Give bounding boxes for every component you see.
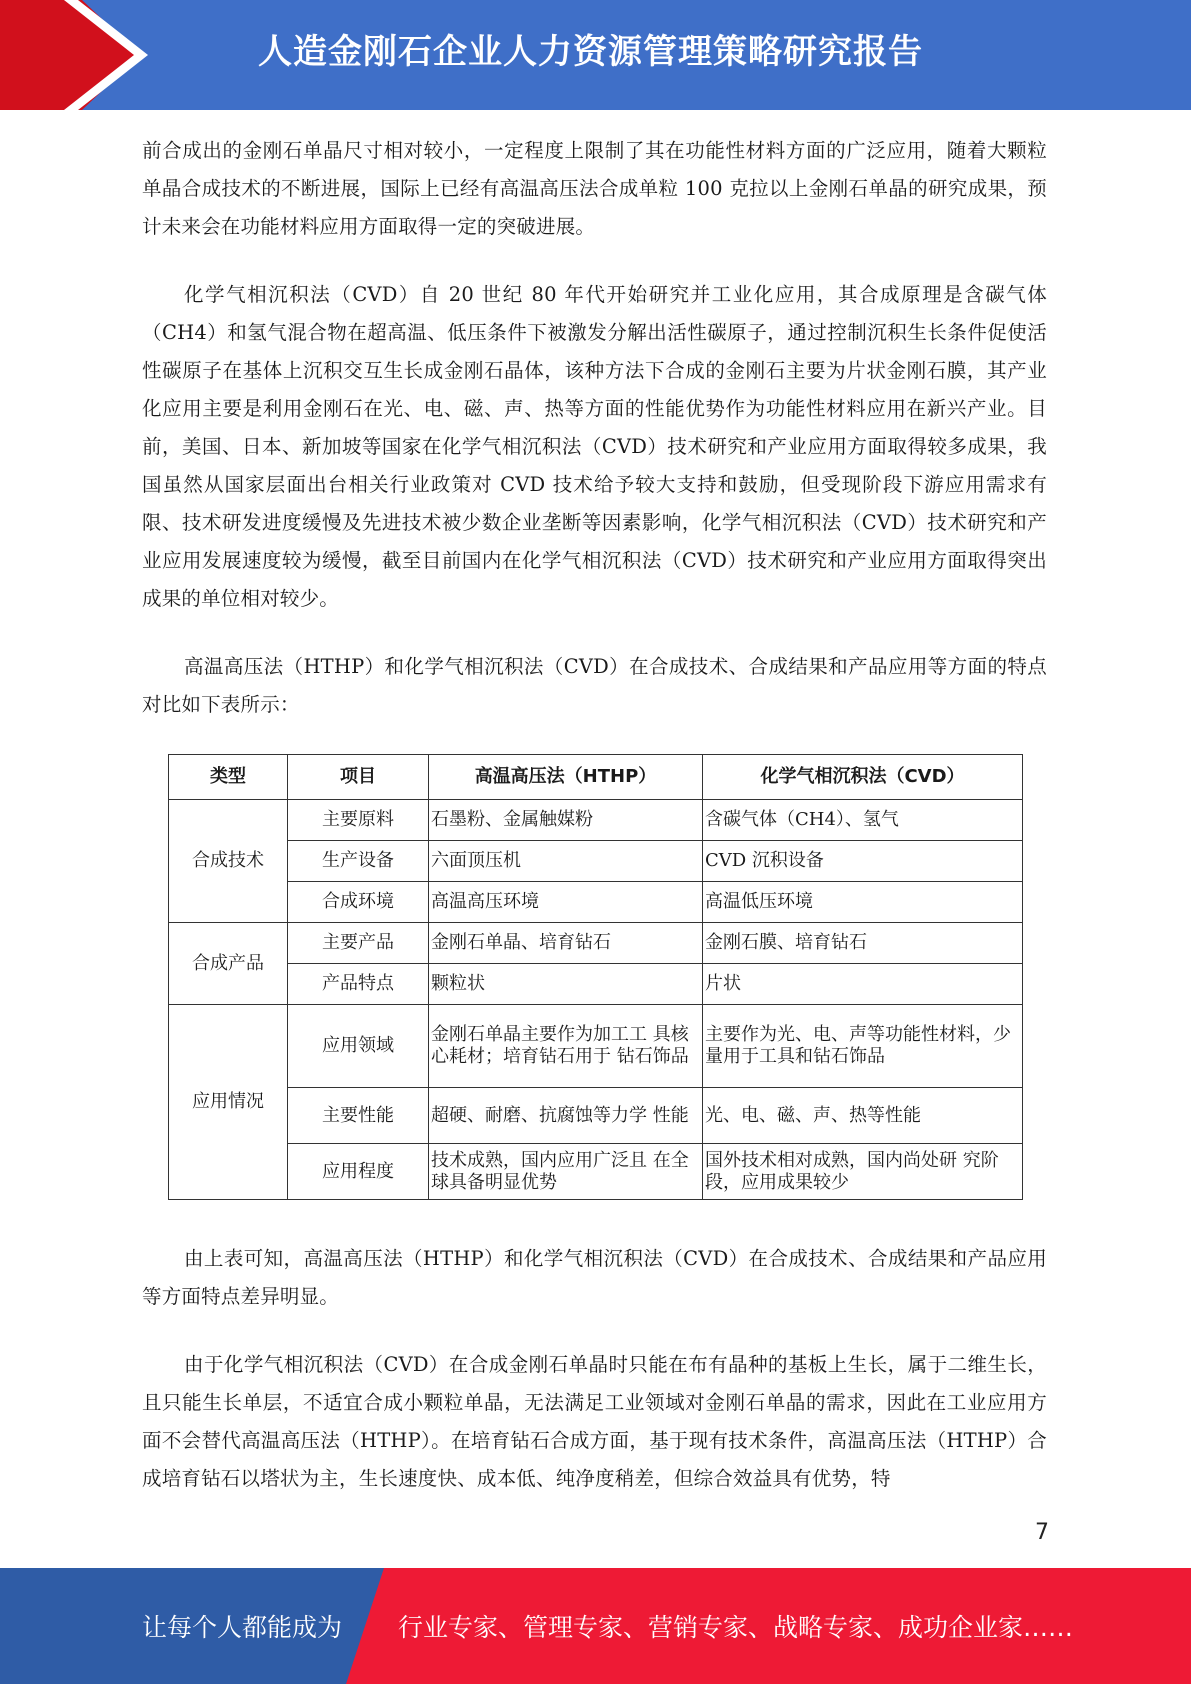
cvd-cell: 国外技术相对成熟，国内尚处研 究阶段，应用成果较少 — [703, 1144, 1023, 1200]
item-cell: 产品特点 — [288, 964, 429, 1005]
header-cvd: 化学气相沉积法（CVD） — [703, 755, 1023, 800]
table-header-row — [169, 755, 1023, 800]
document-body — [142, 132, 1047, 724]
item-cell: 主要产品 — [288, 923, 429, 964]
footer-slogan-left: 让每个人都能成为 — [142, 1613, 343, 1642]
table-row — [169, 1144, 1023, 1200]
group-type-cell: 合成技术 — [169, 800, 288, 923]
table-row — [169, 882, 1023, 923]
paragraph-2: 化学气相沉积法（CVD）自 20 世纪 80 年代开始研究并工业化应用，其合成原理是含碳气体（CH4）和氢气混合物在超高温、低压条件下被激发分解出活性碳原子，通过控制沉积生长条件促使活性碳原子在基体上沉积交互生长成金刚石晶体，该种方法下合成的金刚石主要为片状金刚石膜，其产业化应用主要是利用金刚石在光、电、磁、声、热等方面的性能优势作为功能性材料应用在新兴产业。目前，美国、日本、新加坡等国家在化学气相沉积法（CVD）技术研究和产业应用方面取得较多成果，我国虽然从国家层面出台相关行业政策对 CVD 技术给予较大支持和鼓励，但受现阶段下游应用需求有限、技术研发进度缓慢及先进技术被少数企业垄断等因素影响，化学气相沉积法（CVD）技术研究和产业应用发展速度较为缓慢，截至目前国内在化学气相沉积法（CVD）技术研究和产业应用方面取得突出成果的单位相对较少。 — [142, 283, 1047, 610]
item-cell: 合成环境 — [288, 882, 429, 923]
table-row — [169, 800, 1023, 841]
paragraph-1: 前合成出的金刚石单晶尺寸相对较小，一定程度上限制了其在功能性材料方面的广泛应用，随着大颗粒单晶合成技术的不断进展，国际上已经有高温高压法合成单粒 100 克拉以上金刚石单晶的研究成果，预计未来会在功能材料应用方面取得一定的突破进展。 — [142, 139, 1047, 238]
header-item: 项目 — [288, 755, 429, 800]
hthp-cell: 六面顶压机 — [429, 841, 703, 882]
group-type-cell: 应用情况 — [169, 1005, 288, 1200]
cvd-cell: 高温低压环境 — [703, 882, 1023, 923]
table-row — [169, 841, 1023, 882]
comparison-table — [168, 754, 1023, 1200]
cvd-cell: CVD 沉积设备 — [703, 841, 1023, 882]
paragraph-3: 高温高压法（HTHP）和化学气相沉积法（CVD）在合成技术、合成结果和产品应用等方面的特点对比如下表所示： — [142, 655, 1047, 716]
cvd-cell: 光、电、磁、声、热等性能 — [703, 1088, 1023, 1144]
table-row — [169, 964, 1023, 1005]
hthp-cell: 金刚石单晶主要作为加工工 具核心耗材；培育钻石用于 钻石饰品 — [429, 1005, 703, 1088]
document-body-after-table — [142, 1240, 1047, 1528]
table-row — [169, 923, 1023, 964]
table-row — [169, 1005, 1023, 1088]
cvd-cell: 主要作为光、电、声等功能性材料，少量用于工具和钻石饰品 — [703, 1005, 1023, 1088]
page-number: 7 — [1035, 1520, 1049, 1545]
cvd-cell: 金刚石膜、培育钻石 — [703, 923, 1023, 964]
group-type-cell: 合成产品 — [169, 923, 288, 1005]
item-cell: 应用程度 — [288, 1144, 429, 1200]
header-type: 类型 — [169, 755, 288, 800]
hthp-cell: 技术成熟，国内应用广泛且 在全球具备明显优势 — [429, 1144, 703, 1200]
report-title: 人造金刚石企业人力资源管理策略研究报告 — [258, 32, 923, 72]
hthp-cell: 颗粒状 — [429, 964, 703, 1005]
header-hthp: 高温高压法（HTHP） — [429, 755, 703, 800]
cvd-cell: 片状 — [703, 964, 1023, 1005]
cvd-cell: 含碳气体（CH4）、氢气 — [703, 800, 1023, 841]
table-row — [169, 1088, 1023, 1144]
page-footer — [0, 1568, 1191, 1684]
comparison-table-wrapper — [168, 754, 1022, 1200]
item-cell: 生产设备 — [288, 841, 429, 882]
paragraph-5: 由于化学气相沉积法（CVD）在合成金刚石单晶时只能在布有晶种的基板上生长，属于二维生长，且只能生长单层，不适宜合成小颗粒单晶，无法满足工业领域对金刚石单晶的需求，因此在工业应用方面不会替代高温高压法（HTHP）。在培育钻石合成方面，基于现有技术条件，高温高压法（HTHP）合成培育钻石以塔状为主，生长速度快、成本低、纯净度稍差，但综合效益具有优势，特 — [142, 1353, 1047, 1490]
item-cell: 主要性能 — [288, 1088, 429, 1144]
page-header — [0, 0, 1191, 110]
hthp-cell: 金刚石单晶、培育钻石 — [429, 923, 703, 964]
item-cell: 主要原料 — [288, 800, 429, 841]
hthp-cell: 超硬、耐磨、抗腐蚀等力学 性能 — [429, 1088, 703, 1144]
paragraph-4: 由上表可知，高温高压法（HTHP）和化学气相沉积法（CVD）在合成技术、合成结果和产品应用等方面特点差异明显。 — [142, 1247, 1047, 1308]
item-cell: 应用领域 — [288, 1005, 429, 1088]
header-red-arrow — [0, 0, 140, 110]
hthp-cell: 高温高压环境 — [429, 882, 703, 923]
footer-slogan-right: 行业专家、管理专家、营销专家、战略专家、成功企业家…… — [398, 1613, 1074, 1642]
hthp-cell: 石墨粉、金属触媒粉 — [429, 800, 703, 841]
